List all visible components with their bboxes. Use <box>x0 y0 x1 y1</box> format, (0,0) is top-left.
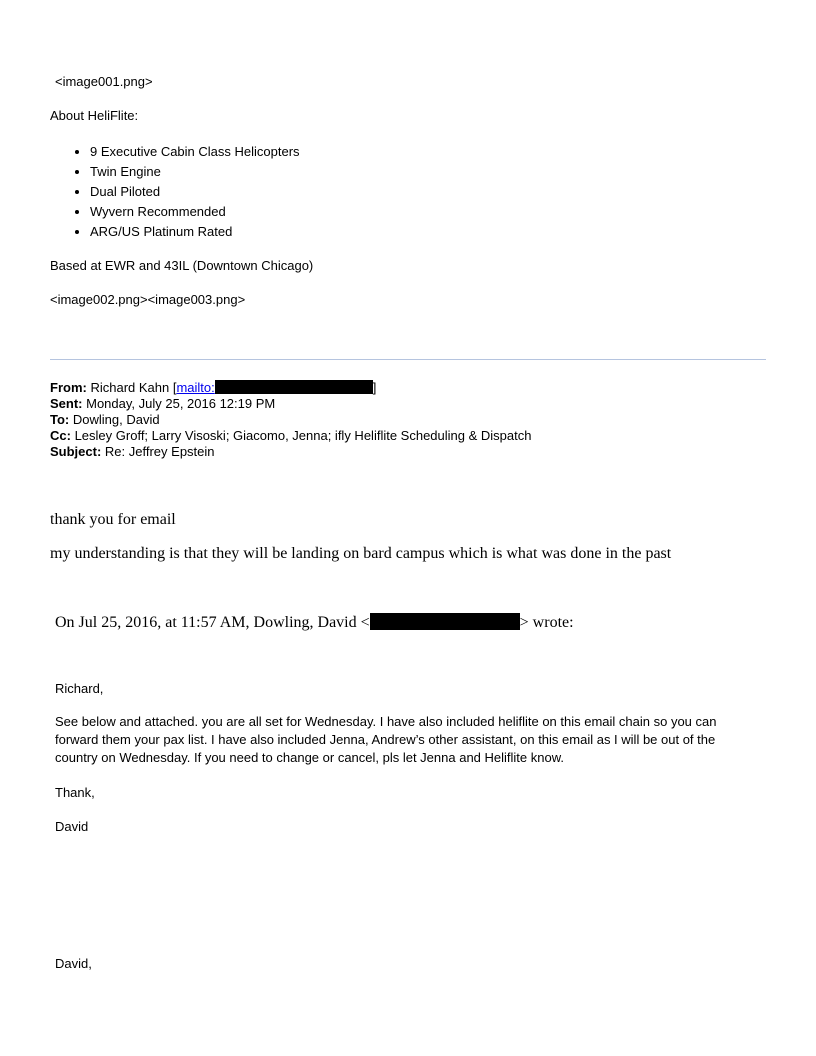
to-value: Dowling, David <box>72 412 160 427</box>
based-at-text: Based at EWR and 43IL (Downtown Chicago) <box>50 258 314 273</box>
quoted-intro-before: On Jul 25, 2016, at 11:57 AM, Dowling, David < <box>55 614 370 631</box>
quoted-intro <box>55 613 574 632</box>
list-item: • 9 Executive Cabin Class Helicopters <box>90 142 300 162</box>
from-row <box>50 380 531 396</box>
from-label: From: <box>50 380 87 395</box>
sent-row <box>50 396 531 412</box>
features-list <box>50 142 300 242</box>
to-label: To: <box>50 412 70 427</box>
cc-row <box>50 428 531 444</box>
reply-line-1: thank you for email <box>50 511 176 528</box>
subject-label: Subject: <box>50 444 102 459</box>
separator-line <box>50 359 766 360</box>
quoted-signature: David <box>55 819 89 834</box>
subject-row <box>50 444 531 460</box>
about-heading: About HeliFlite: <box>50 108 139 123</box>
quoted-body: See below and attached. you are all set for Wednesday. I have also included heliflite on this email chain so you can forward them your pax list. I have also included Jenna, Andrew’s other assistant, on this email as I will be out of the country on Wednesday. If you need to change or cancel, pls let Jenna and Heliflite know. <box>55 714 717 765</box>
list-item: • Dual Piloted <box>90 182 300 202</box>
redacted-email <box>370 613 520 630</box>
mailto-link[interactable]: mailto: <box>176 380 215 395</box>
from-close: ] <box>372 380 377 395</box>
image-placeholders: <image002.png><image003.png> <box>50 292 246 307</box>
to-row <box>50 412 531 428</box>
quoted-greeting: Richard, <box>55 681 104 696</box>
subject-value: Re: Jeffrey Epstein <box>104 444 215 459</box>
list-item: • Twin Engine <box>90 162 300 182</box>
image-placeholder-1: <image001.png> <box>55 74 153 89</box>
sent-value: Monday, July 25, 2016 12:19 PM <box>86 396 276 411</box>
quoted-thanks: Thank, <box>55 785 95 800</box>
cc-label: Cc: <box>50 428 71 443</box>
list-item: • ARG/US Platinum Rated <box>90 222 300 242</box>
quoted-intro-after: > wrote: <box>519 614 574 631</box>
cc-value: Lesley Groff; Larry Visoski; Giacomo, Jenna; ifly Heliflite Scheduling & Dispatch <box>74 428 532 443</box>
list-item: • Wyvern Recommended <box>90 202 300 222</box>
sent-label: Sent: <box>50 396 83 411</box>
next-greeting: David, <box>55 956 92 971</box>
reply-line-2: my understanding is that they will be landing on bard campus which is what was done in the past <box>50 545 672 562</box>
email-header <box>50 380 531 460</box>
redacted-email <box>215 380 373 394</box>
from-value: Richard Kahn [ <box>90 380 177 395</box>
